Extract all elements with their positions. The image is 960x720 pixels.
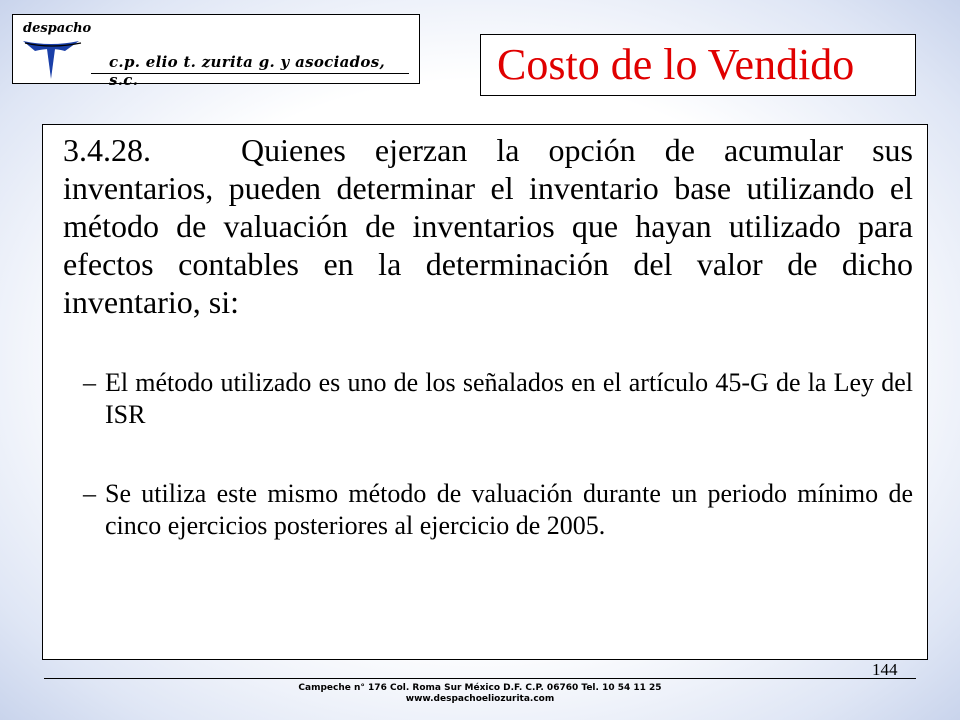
bullet-item	[83, 478, 913, 542]
footer-website: www.despachoeliozurita.com	[405, 694, 555, 704]
bullet-text: El método utilizado es uno de los señalados en el artículo 45-G de la Ley del ISR	[105, 368, 913, 429]
bullet-item	[83, 367, 913, 431]
bullet-dash: –	[83, 368, 96, 397]
logo-word: despacho	[23, 21, 92, 36]
paragraph-number: 3.4.28.	[63, 132, 151, 168]
logo-underline	[91, 73, 409, 74]
content-box	[42, 124, 928, 660]
main-paragraph	[63, 131, 913, 321]
firm-logo	[12, 14, 420, 89]
paragraph-text: Quienes ejerzan la opción de acumular sus inventarios, pueden determinar el inventario base utilizando el método de valuación de inventarios que hayan utilizado para efectos contables en la determinación del valor de dicho inventario, si:	[63, 132, 913, 320]
logo-firm-name: c.p. elio t. zurita g. y asociados, s.c.	[109, 53, 385, 89]
page-number: 144	[872, 660, 898, 679]
footer-address: Campeche n° 176 Col. Roma Sur México D.F. C.P. 06760 Tel. 10 54 11 25	[298, 683, 662, 693]
bullet-text: Se utiliza este mismo método de valuación durante un periodo mínimo de cinco ejercicios posteriores al ejercicio de 2005.	[105, 479, 913, 540]
bullet-dash: –	[83, 479, 96, 508]
slide-title: Costo de lo Vendido	[480, 34, 916, 96]
logo-mark-icon	[21, 37, 91, 81]
footer-rule	[44, 678, 916, 679]
footer	[0, 683, 960, 705]
